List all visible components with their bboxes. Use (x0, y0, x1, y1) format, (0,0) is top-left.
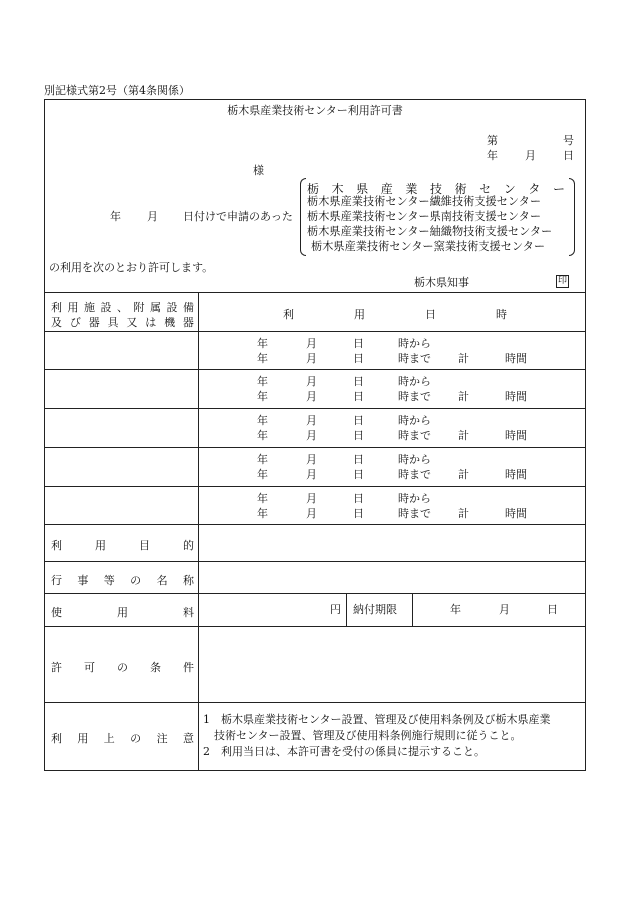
deadline-year: 年 (450, 603, 461, 616)
number-suffix: 号 (563, 134, 574, 147)
deadline-divider (412, 593, 413, 626)
center-tsumugi: 栃木県産業技術センター紬織物技術支援センター (307, 225, 553, 238)
slot-to-year: 年 (257, 390, 268, 403)
slot-to-month: 月 (306, 352, 317, 365)
purpose-label: 利 用 目 的 (51, 539, 194, 552)
slot-to-day: 日 (353, 390, 364, 403)
slot-from-year: 年 (257, 414, 268, 427)
issue-day: 日 (563, 149, 574, 162)
slot-total: 計 (458, 390, 469, 403)
slot-hours: 時間 (505, 390, 527, 403)
payment-deadline-label: 納付期限 (353, 603, 397, 616)
datetime-header: 利 用 日 時 (283, 308, 507, 321)
slot-to-day: 日 (353, 507, 364, 520)
slot-from-day: 日 (353, 337, 364, 350)
application-text: 日付けで申請のあった (183, 210, 293, 223)
slot-to-day: 日 (353, 468, 364, 481)
slot-from-time: 時から (398, 414, 431, 427)
slot-total: 計 (458, 429, 469, 442)
deadline-day: 日 (547, 603, 558, 616)
slot-to-month: 月 (306, 507, 317, 520)
slot-to-time: 時まで (398, 468, 431, 481)
note-line-3: 2 利用当日は、本許可書を受付の係員に提示すること。 (203, 745, 485, 758)
form-title: 栃木県産業技術センター利用許可書 (227, 104, 403, 117)
permit-text: の利用を次のとおり許可します。 (49, 261, 214, 274)
center-kennan: 栃木県産業技術センター県南技術支援センター (307, 210, 542, 223)
application-month: 月 (147, 210, 158, 223)
note-line-2: 技術センター設置、管理及び使用料条例施行規則に従うこと。 (203, 729, 522, 742)
notes-label: 利 用 上 の 注 意 (51, 732, 194, 745)
issue-year: 年 (487, 149, 498, 162)
rule (44, 486, 586, 487)
addressee-suffix: 様 (253, 164, 264, 177)
slot-hours: 時間 (505, 429, 527, 442)
slot-to-time: 時まで (398, 390, 431, 403)
slot-total: 計 (458, 468, 469, 481)
slot-from-day: 日 (353, 492, 364, 505)
fee-label: 使 用 料 (51, 606, 194, 619)
slot-to-year: 年 (257, 507, 268, 520)
column-divider (198, 292, 199, 771)
form-label: 別記様式第2号（第4条関係） (44, 84, 190, 97)
governor: 栃木県知事 (414, 276, 469, 289)
slot-to-time: 時まで (398, 507, 431, 520)
slot-to-month: 月 (306, 390, 317, 403)
slot-from-year: 年 (257, 375, 268, 388)
fee-unit: 円 (330, 603, 341, 616)
slot-to-month: 月 (306, 429, 317, 442)
rule (44, 561, 586, 562)
slot-to-year: 年 (257, 468, 268, 481)
slot-from-time: 時から (398, 337, 431, 350)
slot-hours: 時間 (505, 507, 527, 520)
slot-hours: 時間 (505, 352, 527, 365)
right-brace (569, 178, 575, 256)
slot-to-year: 年 (257, 352, 268, 365)
seal-icon: 印 (557, 276, 567, 286)
slot-from-month: 月 (306, 414, 317, 427)
center-main: 栃 木 県 産 業 技 術 セ ン タ ー (307, 182, 565, 196)
slot-from-month: 月 (306, 453, 317, 466)
slot-total: 計 (458, 507, 469, 520)
slot-from-time: 時から (398, 375, 431, 388)
slot-to-day: 日 (353, 352, 364, 365)
issue-month: 月 (525, 149, 536, 162)
deadline-month: 月 (499, 603, 510, 616)
slot-from-time: 時から (398, 492, 431, 505)
slot-to-time: 時まで (398, 429, 431, 442)
slot-from-year: 年 (257, 453, 268, 466)
rule (44, 626, 586, 627)
left-brace (300, 178, 306, 256)
facility-header-line1: 利 用 施 設 、 附 属 設 備 (51, 301, 194, 314)
application-year: 年 (110, 210, 121, 223)
rule (44, 593, 586, 594)
slot-to-year: 年 (257, 429, 268, 442)
facility-header-line2: 及 び 器 具 又 は 機 器 (51, 316, 194, 329)
rule (44, 369, 586, 370)
slot-from-year: 年 (257, 492, 268, 505)
number-prefix: 第 (487, 134, 498, 147)
slot-hours: 時間 (505, 468, 527, 481)
slot-total: 計 (458, 352, 469, 365)
slot-from-day: 日 (353, 453, 364, 466)
event-name-label: 行 事 等 の 名 称 (51, 574, 194, 587)
rule (44, 331, 586, 332)
rule (44, 702, 586, 703)
note-line-1: 1 栃木県産業技術センター設置、管理及び使用料条例及び栃木県産業 (203, 713, 551, 726)
rule (44, 524, 586, 525)
slot-to-month: 月 (306, 468, 317, 481)
slot-from-year: 年 (257, 337, 268, 350)
slot-from-month: 月 (306, 375, 317, 388)
rule (44, 408, 586, 409)
slot-from-month: 月 (306, 337, 317, 350)
slot-to-day: 日 (353, 429, 364, 442)
conditions-label: 許 可 の 条 件 (51, 661, 194, 674)
slot-from-day: 日 (353, 375, 364, 388)
slot-from-time: 時から (398, 453, 431, 466)
slot-from-month: 月 (306, 492, 317, 505)
center-ceramics: 栃木県産業技術センター窯業技術支援センター (311, 240, 546, 253)
slot-to-time: 時まで (398, 352, 431, 365)
center-textile: 栃木県産業技術センター繊維技術支援センター (307, 195, 542, 208)
table-top-rule (44, 292, 586, 293)
rule (44, 447, 586, 448)
fee-divider (346, 593, 347, 626)
slot-from-day: 日 (353, 414, 364, 427)
